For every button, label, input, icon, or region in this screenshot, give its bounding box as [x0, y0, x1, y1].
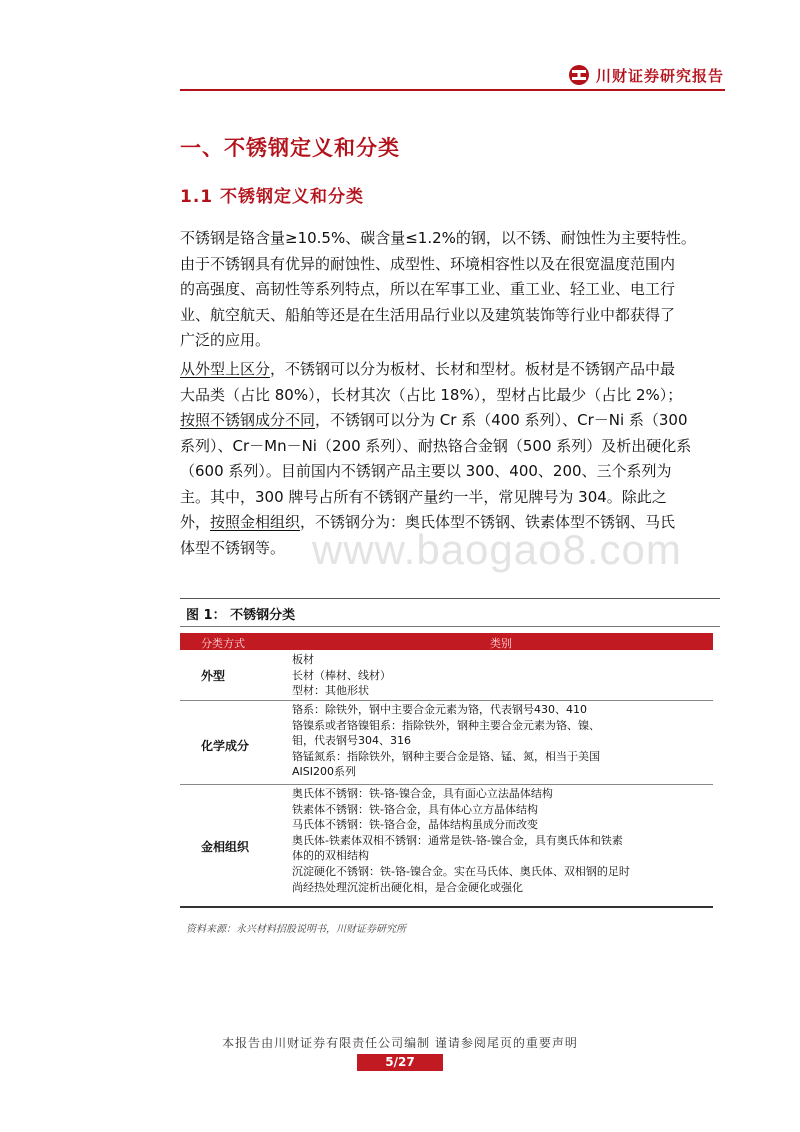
text-line: （600 系列）。目前国内不锈钢产品主要以 300、400、200、三个系列为: [180, 462, 672, 480]
watermark: www.baogao8.com: [312, 526, 682, 573]
text-run: ，不锈钢分为：奥氏体型不锈钢、铁素体型不锈钢、马氏: [300, 513, 676, 531]
table-cell: 铬系：除铁外，钢中主要合金元素为铬，代表钢号430、410: [292, 703, 587, 716]
row-items: [292, 702, 712, 780]
report-brand: [568, 64, 724, 86]
table-cell: AISI200系列: [292, 765, 356, 779]
figure-title: 图 1： 不锈钢分类: [186, 608, 296, 623]
row-divider: [180, 784, 713, 785]
row-items: [292, 786, 712, 895]
text-line: 大品类（占比 80%），长材其次（占比 18%），型材占比最少（占比 2%）；: [180, 385, 683, 404]
subsection-heading: 1.1 不锈钢定义和分类: [180, 187, 365, 207]
text-run: ，不锈钢可以分为 Cr 系（400 系列）、Cr－Ni 系（300: [315, 411, 688, 429]
table-cell: 型材：其他形状: [292, 684, 369, 698]
underlined-phrase: 从外型上区分: [180, 360, 271, 378]
text-line: 的高强度、高韧性等系列特点，所以在军事工业、重工业、轻工业、电工行: [180, 280, 676, 298]
underlined-phrase: 按照金相组织: [210, 513, 301, 531]
brand-name: 川财证券研究报告: [595, 66, 724, 85]
header-divider: [180, 89, 725, 91]
text-line: 业、航空航天、船舶等还是在生活用品行业以及建筑装饰等行业中都获得了: [180, 305, 676, 324]
table-cell: 沉淀硬化不锈钢：铁-铬-镍合金。实在马氏体、奥氏体、双相钢的足时: [292, 864, 630, 878]
section-heading: 一、不锈钢定义和分类: [180, 136, 400, 160]
chuancai-logo-icon: [568, 64, 590, 86]
page-number: 5/27: [357, 1054, 443, 1071]
table-cell: 体的的双相结构: [292, 849, 369, 863]
table-cell: 奥氏体不锈钢：铁-铬-镍合金，具有面心立法晶体结构: [292, 787, 553, 800]
table-cell: 奥氏体-铁素体双相不锈钢：通常是铁-铬-镍合金，具有奥氏体和铁素: [292, 833, 623, 847]
table-bottom-rule: [180, 906, 713, 908]
row-category: 金相组织: [201, 840, 250, 854]
text-line: 体型不锈钢等。: [180, 538, 286, 557]
table-cell: 钼，代表钢号304、316: [292, 734, 411, 748]
text-line: 不锈钢是铬含量≥10.5%、碳含量≤1.2%的钢，以不锈、耐蚀性为主要特性。: [180, 229, 696, 247]
text-run: 外，: [180, 513, 211, 531]
table-header: [180, 633, 713, 650]
figure-top-rule: [180, 598, 720, 599]
figure-source: 资料来源：永兴材料招股说明书，川财证券研究所: [186, 924, 406, 935]
text-line: 广泛的应用。: [180, 331, 271, 349]
text-line: [180, 357, 726, 383]
figure-title-rule: [180, 626, 720, 627]
text-line: [180, 408, 726, 434]
table-cell: 尚经热处理沉淀析出硬化相，是合金硬化或强化: [292, 880, 523, 894]
text-line: 系列）、Cr－Mn－Ni（200 系列）、耐热铬合金钢（500 系列）及析出硬化系: [180, 436, 692, 455]
row-category: 化学成分: [201, 739, 250, 753]
text-run: ，不锈钢可以分为板材、长材和型材。板材是不锈钢产品中最: [270, 360, 676, 378]
table-cell: 长材（棒材、线材）: [292, 668, 391, 682]
underlined-phrase: 按照不锈钢成分不同: [180, 411, 316, 429]
paragraph-definition: [180, 226, 726, 354]
text-line: 由于不锈钢具有优异的耐蚀性、成型性、环境相容性以及在很宽温度范围内: [180, 254, 676, 273]
table-cell: 铬镍系或者铬镍钼系：指除铁外，钢种主要合金元素为铬、镍、: [292, 718, 600, 732]
row-divider: [180, 700, 713, 701]
text-line: 主。其中，300 牌号占所有不锈钢产量约一半，常见牌号为 304。除此之: [180, 487, 667, 506]
table-cell: 板材: [292, 653, 314, 666]
table-cell: 铁素体不锈钢：铁-铬合金，具有体心立方晶体结构: [292, 802, 538, 816]
footer-disclaimer: 本报告由川财证券有限责任公司编制 谨请参阅尾页的重要声明: [222, 1036, 578, 1050]
column-header-category: 类别: [490, 637, 512, 650]
table-cell: 铬锰氮系：指除铁外，钢种主要合金是铬、锰、氮，相当于美国: [292, 749, 600, 763]
row-items: [292, 652, 712, 699]
column-header-method: 分类方式: [201, 637, 245, 650]
row-category: 外型: [201, 669, 226, 683]
table-cell: 马氏体不锈钢：铁-铬合金，晶体结构虽成分而改变: [292, 818, 538, 832]
